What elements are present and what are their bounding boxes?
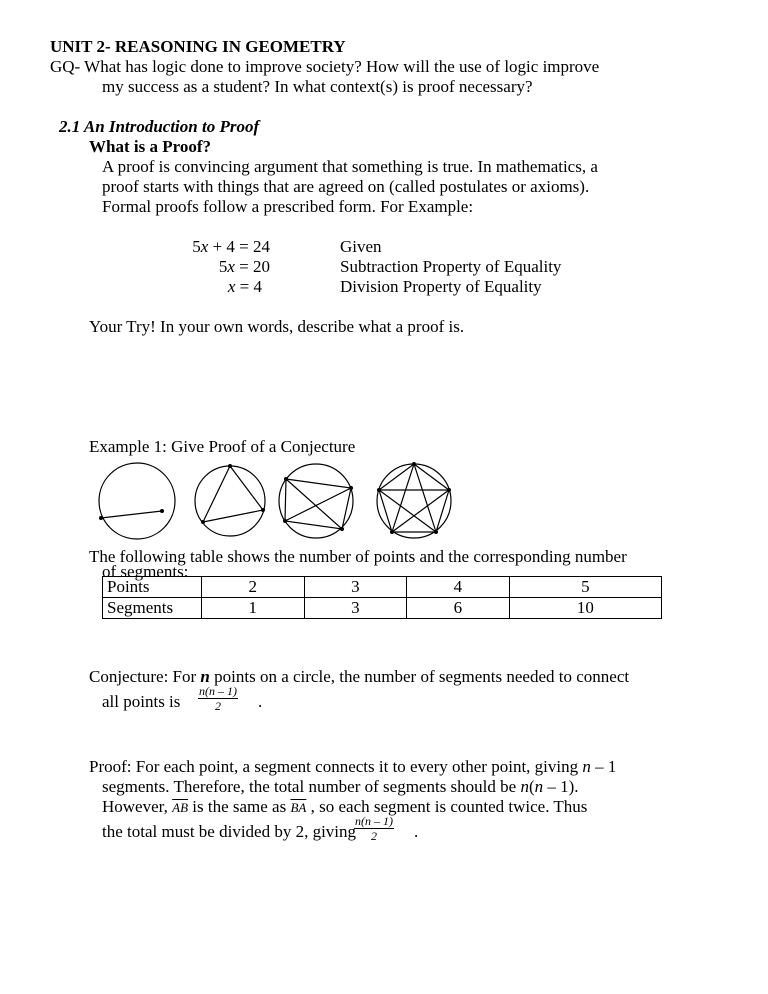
table-row	[103, 598, 662, 619]
table-cell: 5	[509, 577, 661, 598]
conjecture-line-1: Conjecture: For n points on a circle, the number of segments needed to connect	[89, 667, 630, 686]
reason-3: Division Property of Equality	[340, 277, 542, 296]
segment-ba: $\overline{BA}$	[290, 800, 307, 815]
intro-line-1: A proof is convincing argument that something is true. In mathematics, a	[102, 157, 598, 176]
guiding-question-line-2: my success as a student? In what context(s) is proof necessary?	[102, 77, 533, 96]
circle-3-points	[195, 466, 265, 536]
table-row	[103, 577, 662, 598]
row-label-points: Points	[103, 577, 202, 598]
table-cell: 3	[304, 598, 407, 619]
equation-3: x = 4	[227, 277, 262, 296]
table-cell: 10	[509, 598, 661, 619]
circle-2-points	[99, 463, 175, 539]
table-cell: 6	[407, 598, 510, 619]
reason-2: Subtraction Property of Equality	[340, 257, 562, 276]
table-cell: 3	[304, 577, 407, 598]
guiding-question-line-1: GQ- What has logic done to improve society? How will the use of logic improve	[50, 57, 600, 76]
proof-line-2: segments. Therefore, the total number of segments should be n(n – 1).	[102, 777, 579, 796]
proof-period: .	[414, 822, 419, 841]
unit-title: UNIT 2- REASONING IN GEOMETRY	[50, 37, 346, 56]
example-1-title: Example 1: Give Proof of a Conjecture	[89, 437, 356, 456]
section-title: 2.1 An Introduction to Proof	[59, 117, 260, 136]
equation-1: 5x + 4 = 24	[192, 237, 270, 256]
intro-line-3: Formal proofs follow a prescribed form. For Example:	[102, 197, 474, 216]
proof-line-1: Proof: For each point, a segment connects it to every other point, giving n – 1	[89, 757, 617, 776]
circles-diagram	[80, 460, 460, 540]
row-label-segments: Segments	[103, 598, 202, 619]
reason-1: Given	[340, 237, 382, 256]
proof-line-3: However, $\overline{AB}$ is the same as $\overline{BA}$ , so each segment is counted twice. Thus	[102, 797, 588, 816]
table-cell: 4	[407, 577, 510, 598]
points-segments-table	[102, 576, 662, 619]
table-intro-line-1: The following table shows the number of points and the corresponding number	[89, 547, 627, 566]
segment-ab: $\overline{AB}$	[172, 800, 189, 815]
proof-fraction: $\frac{n(n - 1)}{2}$	[355, 814, 393, 843]
equation-2: 5x = 20	[218, 257, 270, 276]
table-cell: 2	[202, 577, 305, 598]
your-try-prompt: Your Try! In your own words, describe what a proof is.	[89, 317, 465, 336]
circle-5-points	[377, 464, 451, 538]
conjecture-line-2: all points is	[102, 692, 181, 711]
conjecture-period: .	[258, 692, 263, 711]
proof-line-4: the total must be divided by 2, giving	[102, 822, 357, 841]
conjecture-fraction: $\frac{n(n - 1)}{2}$	[199, 684, 237, 713]
intro-line-2: proof starts with things that are agreed on (called postulates or axioms).	[102, 177, 590, 196]
table-intro-line-2: of segments:	[102, 562, 189, 581]
what-is-proof-heading: What is a Proof?	[89, 137, 211, 156]
table-cell: 1	[202, 598, 305, 619]
